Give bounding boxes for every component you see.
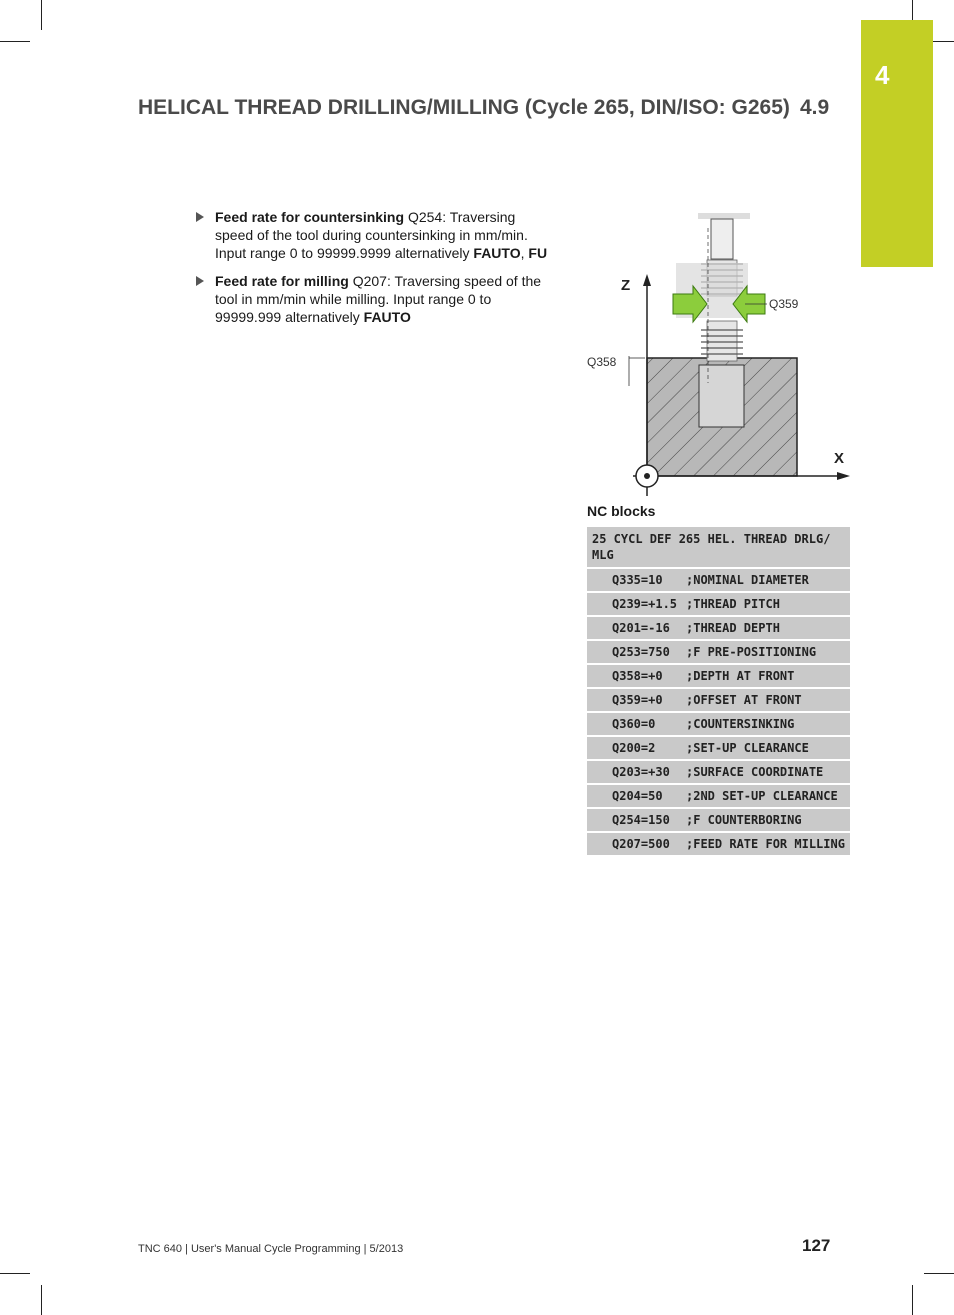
table-row: [587, 832, 850, 856]
nc-block-header: 25 CYCL DEF 265 HEL. THREAD DRLG/ MLG: [587, 527, 850, 568]
list-item: [196, 272, 556, 326]
option-separator: ,: [520, 245, 529, 261]
q358-label: Q358: [587, 355, 617, 369]
nc-parameter: Q207=500: [587, 832, 684, 856]
nc-comment: ;DEPTH AT FRONT: [684, 664, 850, 688]
nc-comment: ;NOMINAL DIAMETER: [684, 568, 850, 592]
section-title: HELICAL THREAD DRILLING/MILLING (Cycle 265, DIN/ISO: G265): [138, 96, 790, 119]
nc-blocks-title: NC blocks: [587, 503, 656, 519]
parameter-option: FAUTO: [363, 309, 411, 325]
nc-parameter: Q335=10: [587, 568, 684, 592]
parameter-code: Q207: [352, 273, 387, 289]
nc-parameter: Q239=+1.5: [587, 592, 684, 616]
crop-mark: [912, 0, 913, 20]
crop-mark: [924, 1273, 954, 1274]
table-row: [587, 736, 850, 760]
table-row: [587, 712, 850, 736]
table-row: [587, 760, 850, 784]
nc-parameter: Q253=750: [587, 640, 684, 664]
nc-comment: ;F PRE-POSITIONING: [684, 640, 850, 664]
nc-comment: ;SET-UP CLEARANCE: [684, 736, 850, 760]
crop-mark: [933, 41, 954, 42]
crop-mark: [0, 41, 30, 42]
q359-label: Q359: [769, 297, 799, 311]
parameter-term: Feed rate for milling: [215, 273, 349, 289]
nc-comment: ;FEED RATE FOR MILLING: [684, 832, 850, 856]
table-row: [587, 568, 850, 592]
nc-comment: ;THREAD DEPTH: [684, 616, 850, 640]
table-row: [587, 640, 850, 664]
nc-parameter: Q201=-16: [587, 616, 684, 640]
parameter-term: Feed rate for countersinking: [215, 209, 405, 225]
parameter-option: FAUTO: [473, 245, 521, 261]
table-row: [587, 616, 850, 640]
page-footer: TNC 640 | User's Manual Cycle Programming | 5/2013: [138, 1243, 404, 1255]
nc-parameter: Q203=+30: [587, 760, 684, 784]
parameter-list: [196, 208, 556, 336]
nc-comment: ;COUNTERSINKING: [684, 712, 850, 736]
nc-comment: ;THREAD PITCH: [684, 592, 850, 616]
parameter-description: : Traversing speed of the tool during countersinking in mm/min. Input range 0 to 99999.9999 alternatively: [215, 209, 528, 261]
table-row: [587, 592, 850, 616]
list-item: [196, 208, 556, 262]
nc-parameter: Q360=0: [587, 712, 684, 736]
table-row: [587, 688, 850, 712]
table-row: [587, 784, 850, 808]
diagram-graphic: [585, 208, 855, 500]
parameter-option: FU: [528, 245, 548, 261]
table-row: [587, 808, 850, 832]
nc-comment: ;F COUNTERBORING: [684, 808, 850, 832]
chapter-number: 4: [875, 60, 890, 90]
nc-blocks-body: [587, 527, 850, 856]
x-axis-label: X: [834, 450, 845, 467]
chapter-tab: [861, 20, 933, 267]
nc-parameter: Q359=+0: [587, 688, 684, 712]
table-row: [587, 664, 850, 688]
nc-comment: ;SURFACE COORDINATE: [684, 760, 850, 784]
nc-parameter: Q204=50: [587, 784, 684, 808]
bullet-arrow-icon: [196, 212, 204, 222]
nc-parameter: Q358=+0: [587, 664, 684, 688]
nc-comment: ;2ND SET-UP CLEARANCE: [684, 784, 850, 808]
nc-parameter: Q200=2: [587, 736, 684, 760]
nc-blocks-table: [587, 527, 850, 857]
parameter-code: Q254: [407, 209, 443, 225]
bullet-arrow-icon: [196, 276, 204, 286]
section-number: 4.9: [800, 96, 830, 119]
crop-mark: [912, 1285, 913, 1315]
table-row: [587, 527, 850, 568]
nc-comment: ;OFFSET AT FRONT: [684, 688, 850, 712]
page-header: [138, 96, 830, 120]
crop-mark: [41, 1285, 42, 1315]
page-number: 127: [802, 1236, 831, 1255]
crop-mark: [41, 0, 42, 30]
z-axis-label: Z: [621, 277, 631, 294]
parameter-description: : Traversing speed of the tool in mm/min while milling. Input range 0 to 99999.999 alternatively: [215, 273, 542, 325]
crop-mark: [0, 1273, 30, 1274]
nc-parameter: Q254=150: [587, 808, 684, 832]
thread-milling-diagram: [585, 208, 855, 500]
